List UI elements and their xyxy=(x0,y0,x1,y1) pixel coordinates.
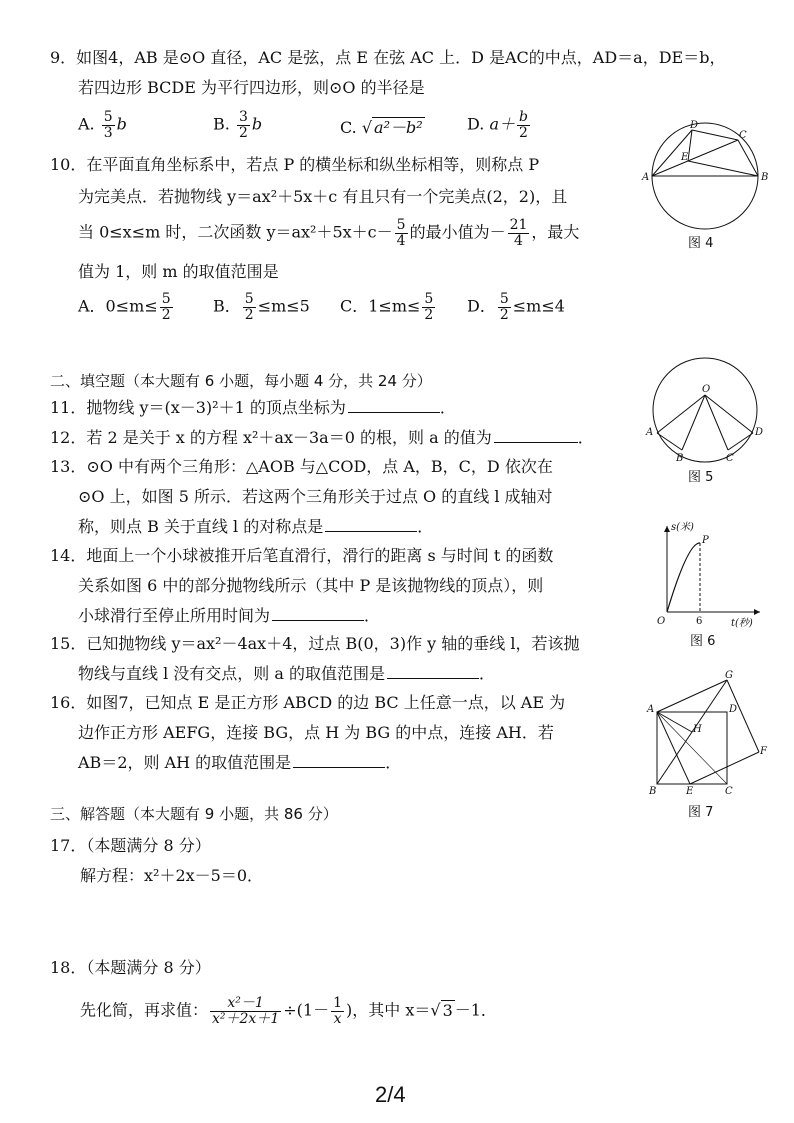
figure-7-diagram xyxy=(645,670,770,800)
q18-head: 18．（本题满分 8 分） xyxy=(50,958,211,977)
q9-option-d: D. a＋ $\frac{b}{2}$ xyxy=(467,109,528,141)
figure-5-diagram xyxy=(640,355,770,467)
q14-line2: 关系如图 6 中的部分抛物线所示（其中 P 是该抛物线的顶点），则 xyxy=(78,576,544,595)
section-2-title: 二、填空题（本大题有 6 小题，每小题 4 分，共 24 分） xyxy=(50,372,432,390)
q16-line2: 边作正方形 AEFG，连接 BG，点 H 为 BG 的中点，连接 AH．若 xyxy=(78,723,554,742)
q17-body: 解方程：x²＋2x－5＝0． xyxy=(80,866,264,885)
q10-line3: 当 0≤x≤m 时，二次函数 y＝ax²＋5x＋c－ $\frac{5}{4}$ 的最小值为－ $\frac{21}{4}$ ，最大 xyxy=(78,217,580,249)
q10-option-a: A．0≤m≤ $\frac{5}{2}$ xyxy=(78,291,171,323)
fig4-label-b: B xyxy=(761,172,769,183)
q9-line1: 9．如图4，AB 是⊙O 直径，AC 是弦，点 E 在弦 AC 上．D 是AC的中点，AD＝a，DE＝b， xyxy=(50,48,726,67)
q10-line2: 为完美点．若抛物线 y＝ax²＋5x＋c 有且只有一个完美点(2，2)，且 xyxy=(78,187,568,206)
figure-7-caption: 图 7 xyxy=(688,805,714,820)
q17-head: 17．（本题满分 8 分） xyxy=(50,836,211,855)
fig4-label-c: C xyxy=(739,130,747,141)
q10-option-c: C．1≤m≤ $\frac{5}{2}$ xyxy=(340,291,434,323)
fig6-vertex-p: P xyxy=(702,535,709,546)
q15-line2: 物线与直线 l 没有交点，则 a 的取值范围是 ． xyxy=(78,664,496,683)
fig4-label-a: A xyxy=(642,172,650,183)
figure-5-caption: 图 5 xyxy=(688,470,714,485)
q9-line2: 若四边形 BCDE 为平行四边形，则⊙O 的半径是 xyxy=(78,78,425,97)
fig4-label-d: D xyxy=(690,120,699,131)
fig5-label-o: O xyxy=(702,384,711,395)
fig7-label-a: A xyxy=(647,704,655,715)
figure-4-diagram xyxy=(640,118,770,233)
q9-option-a: A. $\frac{5}{3}$ b xyxy=(78,109,127,141)
q16-line3: AB＝2，则 AH 的取值范围是 ． xyxy=(78,753,402,772)
fig5-label-b: B xyxy=(676,453,684,464)
fig6-origin: O xyxy=(657,616,666,627)
fig7-label-e: E xyxy=(686,786,694,797)
fig4-label-e: E xyxy=(681,152,689,163)
q10-line4: 值为 1，则 m 的取值范围是 xyxy=(78,262,279,281)
q10-line1: 10．在平面直角坐标系中，若点 P 的横坐标和纵坐标相等，则称点 P xyxy=(50,155,540,174)
section-3-title: 三、解答题（本大题有 9 小题，共 86 分） xyxy=(50,805,338,823)
q15-line1: 15．已知抛物线 y＝ax²－4ax＋4，过点 B(0，3)作 y 轴的垂线 l，若该抛 xyxy=(50,634,580,653)
q14-line1: 14．地面上一个小球被推开后笔直滑行，滑行的距离 s 与时间 t 的函数 xyxy=(50,546,554,565)
fig7-label-g: G xyxy=(725,670,733,681)
q16-line1: 16．如图7，已知点 E 是正方形 ABCD 的边 BC 上任意一点，以 AE 为 xyxy=(50,693,566,712)
q14-line3: 小球滑行至停止所用时间为 ． xyxy=(78,606,381,625)
figure-4-caption: 图 4 xyxy=(688,236,714,251)
q18-body: 先化简，再求值： $\frac{\text{x²－1}}{\text{x²＋2x＋1}}$ ÷(1－ $\frac{1}{x}$ )，其中 x＝√ 3 －1． xyxy=(80,995,497,1027)
q10-option-b: B． $\frac{5}{2}$ ≤m≤5 xyxy=(213,291,310,323)
q12: 12．若 2 是关于 x 的方程 x²＋ax－3a＝0 的根，则 a 的值为 ． xyxy=(50,428,594,447)
q9-option-c: C. √ a²－b² xyxy=(340,118,423,137)
q13-line2: ⊙O 上，如图 5 所示．若这两个三角形关于过点 O 的直线 l 成轴对 xyxy=(78,487,553,506)
figure-6-caption: 图 6 xyxy=(690,634,716,649)
fig6-ylabel: s(米) xyxy=(671,522,694,533)
fig7-label-h: H xyxy=(693,724,702,735)
q10-option-d: D． $\frac{5}{2}$ ≤m≤4 xyxy=(467,291,565,323)
fig7-label-f: F xyxy=(760,746,767,757)
fig5-label-c: C xyxy=(726,453,734,464)
fig7-label-d: D xyxy=(729,704,738,715)
page-number: 2/4 xyxy=(375,1082,406,1107)
q13-line3: 称，则点 B 关于直线 l 的对称点是 ． xyxy=(78,517,434,536)
fig5-label-d: D xyxy=(755,427,764,438)
fig5-label-a: A xyxy=(646,427,654,438)
q11: 11．抛物线 y＝(x－3)²＋1 的顶点坐标为 ． xyxy=(50,398,456,417)
fig6-xlabel: t(秒) xyxy=(731,618,753,629)
q9-option-b: B. $\frac{3}{2}$ b xyxy=(213,109,263,141)
fig7-label-c: C xyxy=(725,786,733,797)
fig7-label-b: B xyxy=(649,786,657,797)
figure-6-graph xyxy=(645,518,770,630)
q13-line1: 13．⊙O 中有两个三角形：△AOB 与△COD，点 A，B，C，D 依次在 xyxy=(50,457,553,476)
fig6-tick-6: 6 xyxy=(696,616,703,627)
